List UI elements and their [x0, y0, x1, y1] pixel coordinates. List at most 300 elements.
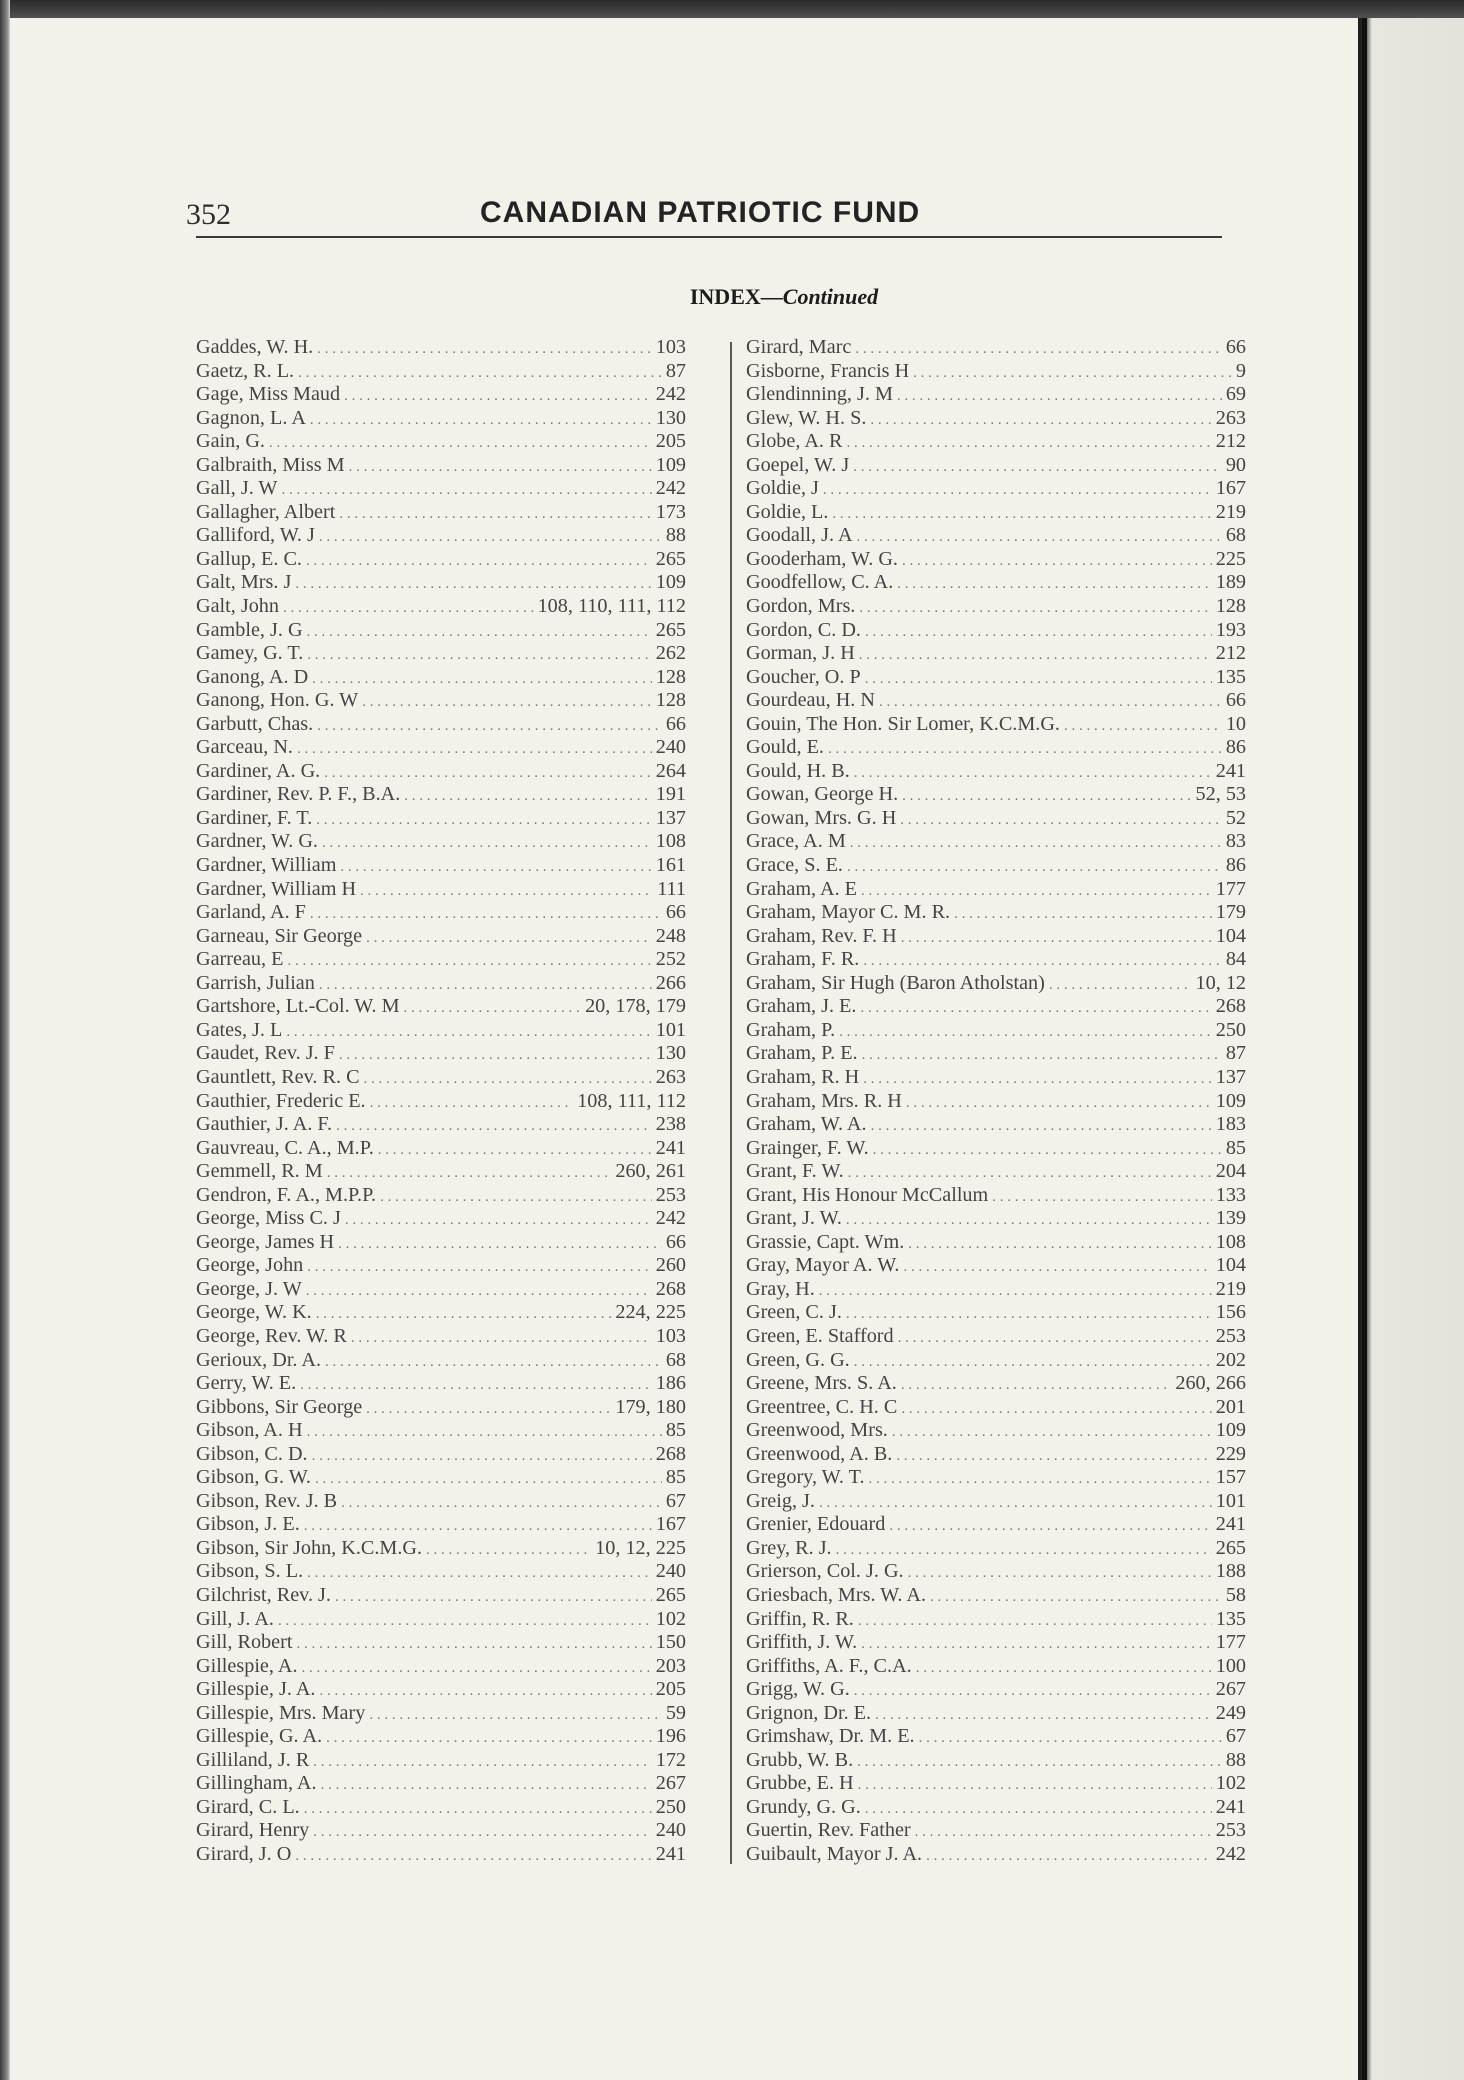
dot-leader [1049, 974, 1192, 998]
index-entry-pages: 102 [1215, 1772, 1246, 1795]
index-entry [196, 1207, 686, 1231]
index-entry [746, 1725, 1246, 1749]
index-entry-name: Gauntlett, Rev. R. C [196, 1065, 360, 1088]
dot-leader [360, 880, 653, 904]
dot-leader [930, 1586, 1222, 1610]
index-entry [746, 642, 1246, 666]
index-heading-main: INDEX— [689, 284, 783, 309]
dot-leader [322, 832, 652, 856]
dot-leader [897, 385, 1222, 409]
index-entry-pages: 104 [1215, 1254, 1246, 1277]
index-entry-pages: 173 [655, 500, 686, 523]
index-entry-pages: 202 [1215, 1348, 1246, 1371]
index-entry-name: Girard, C. L. [196, 1795, 300, 1818]
index-entry-pages: 229 [1215, 1442, 1246, 1465]
index-heading [10, 284, 1358, 310]
index-entry [746, 1325, 1246, 1349]
dot-leader [859, 597, 1211, 621]
index-entry-name: Gauvreau, C. A., M.P. [196, 1136, 374, 1159]
index-entry [196, 1678, 686, 1702]
index-entry-pages: 268 [655, 1442, 686, 1465]
index-entry-pages: 10, 12, 225 [595, 1536, 686, 1559]
dot-leader [307, 621, 652, 645]
index-entry [196, 1090, 686, 1114]
index-entry-name: Garrish, Julian [196, 971, 315, 994]
index-entry [746, 524, 1246, 548]
index-entry [196, 1513, 686, 1537]
index-entry-pages: 66 [665, 1230, 686, 1253]
dot-leader [855, 338, 1221, 362]
index-entry-name: Gall, J. W [196, 477, 278, 500]
dot-leader [1064, 715, 1222, 739]
index-entry-name: Graham, Mrs. R. H [746, 1089, 902, 1112]
index-entry [746, 807, 1246, 831]
index-entry-name: Grignon, Dr. E. [746, 1701, 872, 1724]
index-entry [196, 666, 686, 690]
index-entry [746, 713, 1246, 737]
index-entry-name: Gillespie, A. [196, 1654, 298, 1677]
index-entry-pages: 104 [1215, 924, 1246, 947]
dot-leader [286, 1021, 651, 1045]
index-entry-pages: 103 [655, 336, 686, 358]
dot-leader [850, 832, 1222, 856]
index-entry-name: Gould, E. [746, 736, 824, 759]
index-entry [196, 783, 686, 807]
dot-leader [364, 1068, 652, 1092]
dot-leader [854, 1351, 1212, 1375]
index-entry [196, 1231, 686, 1255]
index-entry-pages: 58 [1225, 1583, 1246, 1606]
index-entry-pages: 9 [1235, 359, 1246, 382]
index-entry-pages: 219 [1215, 1277, 1246, 1300]
index-entry-pages: 83 [1225, 830, 1246, 853]
dot-leader [316, 809, 651, 833]
index-entry-pages: 100 [1215, 1654, 1246, 1677]
index-entry [746, 1655, 1246, 1679]
index-entry-name: Guertin, Rev. Father [746, 1819, 911, 1842]
dot-leader [858, 1610, 1212, 1634]
index-entry [746, 689, 1246, 713]
dot-leader [916, 1657, 1212, 1681]
index-entry-name: Gallagher, Albert [196, 500, 336, 523]
index-entry-pages: 250 [655, 1795, 686, 1818]
dot-leader [906, 1092, 1212, 1116]
index-entry-name: Galt, John [196, 595, 279, 618]
dot-leader [310, 903, 662, 927]
index-entry-pages: 66 [1225, 336, 1246, 358]
index-entry-pages: 128 [655, 665, 686, 688]
index-entry-name: Gartshore, Lt.-Col. W. M [196, 995, 400, 1018]
index-entry [196, 1655, 686, 1679]
index-entry [196, 830, 686, 854]
dot-leader [839, 1021, 1212, 1045]
index-entry [196, 1443, 686, 1467]
dot-leader [306, 550, 652, 574]
scan-top-shadow [0, 0, 1464, 20]
index-entry-pages: 59 [665, 1701, 686, 1724]
dot-leader [336, 1115, 652, 1139]
dot-leader [317, 338, 652, 362]
index-entry-pages: 137 [655, 806, 686, 829]
index-entry-name: Gardner, William [196, 854, 337, 877]
index-entry [196, 1490, 686, 1514]
index-entry-name: Graham, P. E. [746, 1042, 858, 1065]
index-entry-name: Gowan, Mrs. G. H [746, 806, 897, 829]
index-entry-pages: 157 [1215, 1466, 1246, 1489]
index-entry-pages: 139 [1215, 1207, 1246, 1230]
index-entry [746, 1207, 1246, 1231]
index-entry-pages: 267 [1215, 1678, 1246, 1701]
index-entry-name: Grant, His Honour McCallum [746, 1183, 989, 1206]
index-entry [196, 1184, 686, 1208]
dot-leader [901, 1398, 1211, 1422]
book-spine-shadow [0, 0, 10, 2080]
index-entry [746, 1419, 1246, 1443]
dot-leader [339, 503, 651, 527]
index-entry [196, 360, 686, 384]
dot-leader [865, 621, 1212, 645]
index-entry-name: Gibbons, Sir George [196, 1395, 363, 1418]
index-entry-name: Griffith, J. W. [746, 1631, 858, 1654]
index-entry-pages: 225 [1215, 547, 1246, 570]
index-entry [196, 1372, 686, 1396]
dot-leader [321, 1774, 652, 1798]
dot-leader [341, 1492, 662, 1516]
index-entry [746, 383, 1246, 407]
index-entry-pages: 87 [1225, 1042, 1246, 1065]
dot-leader [875, 1704, 1212, 1728]
index-entry-name: Graham, J. E. [746, 995, 857, 1018]
index-entry [746, 336, 1246, 360]
index-entry-name: Griffiths, A. F., C.A. [746, 1654, 912, 1677]
index-entry-pages: 249 [1215, 1701, 1246, 1724]
index-entry [746, 1537, 1246, 1561]
dot-leader [312, 1445, 652, 1469]
index-entry-name: Gardiner, A. G. [196, 759, 321, 782]
dot-leader [854, 1680, 1212, 1704]
index-entry-pages: 260 [655, 1254, 686, 1277]
index-entry-name: Graham, Mayor C. M. R. [746, 901, 951, 924]
dot-leader [296, 1633, 651, 1657]
dot-leader [295, 573, 651, 597]
dot-leader [823, 479, 1212, 503]
index-entry-pages: 264 [655, 759, 686, 782]
dot-leader [869, 1468, 1212, 1492]
dot-leader [426, 1539, 591, 1563]
dot-leader [338, 1233, 662, 1257]
index-entry [196, 477, 686, 501]
dot-leader [295, 1845, 651, 1869]
index-entry-name: Gordon, C. D. [746, 618, 861, 641]
dot-leader [370, 1092, 574, 1116]
index-entry-pages: 193 [1215, 618, 1246, 641]
index-entry-name: Greenwood, Mrs. [746, 1419, 888, 1442]
index-entry [196, 1160, 686, 1184]
dot-leader [339, 1044, 652, 1068]
index-entry [196, 1019, 686, 1043]
index-entry [746, 1301, 1246, 1325]
index-entry-pages: 201 [1215, 1395, 1246, 1418]
index-entry-pages: 224, 225 [615, 1301, 686, 1324]
index-entry-pages: 250 [1215, 1018, 1246, 1041]
index-entry-name: Griesbach, Mrs. W. A. [746, 1583, 926, 1606]
column-divider [730, 342, 732, 1864]
index-entry-name: George, J. W [196, 1277, 302, 1300]
index-entry-name: Gardiner, Rev. P. F., B.A. [196, 783, 401, 806]
dot-leader [861, 880, 1212, 904]
dot-leader [317, 715, 662, 739]
dot-leader [335, 1586, 652, 1610]
index-entry-name: Gibson, C. D. [196, 1442, 308, 1465]
index-entry-pages: 150 [655, 1631, 686, 1654]
dot-leader [362, 691, 651, 715]
index-entry-pages: 252 [655, 948, 686, 971]
index-entry [746, 1042, 1246, 1066]
dot-leader [908, 1233, 1211, 1257]
index-entry-pages: 101 [1215, 1489, 1246, 1512]
index-entry-pages: 191 [655, 783, 686, 806]
index-entry-name: Gibson, A. H [196, 1419, 303, 1442]
index-entry-name: Green, G. G. [746, 1348, 850, 1371]
index-entry-pages: 240 [655, 736, 686, 759]
index-entry [196, 1725, 686, 1749]
index-entry-name: Gage, Miss Maud [196, 383, 341, 406]
index-entry-name: George, W. K. [196, 1301, 312, 1324]
index-entry-name: Gillespie, J. A. [196, 1678, 316, 1701]
index-entry [746, 1513, 1246, 1537]
dot-leader [278, 1610, 652, 1634]
dot-leader [863, 1068, 1211, 1092]
index-entry-pages: 85 [665, 1466, 686, 1489]
index-entry-pages: 241 [1215, 1795, 1246, 1818]
index-entry-name: Gamey, G. T. [196, 642, 304, 665]
index-entry [196, 689, 686, 713]
index-entry-pages: 253 [655, 1183, 686, 1206]
index-entry-pages: 68 [665, 1348, 686, 1371]
dot-leader [954, 903, 1212, 927]
index-entry-pages: 238 [655, 1113, 686, 1136]
page-gutter-line [1362, 18, 1367, 2080]
dot-leader [908, 1562, 1212, 1586]
dot-leader [302, 1657, 652, 1681]
index-entry [746, 1184, 1246, 1208]
index-entry [746, 360, 1246, 384]
index-entry [746, 1396, 1246, 1420]
dot-leader [313, 1751, 651, 1775]
dot-leader [404, 785, 651, 809]
index-entry-name: Gibson, Rev. J. B [196, 1489, 338, 1512]
index-entry-pages: 253 [1215, 1819, 1246, 1842]
index-entry-pages: 135 [1215, 1607, 1246, 1630]
index-entry-pages: 268 [655, 1277, 686, 1300]
dot-leader [283, 597, 534, 621]
index-entry-name: Grubbe, E. H [746, 1772, 854, 1795]
index-entry [746, 995, 1246, 1019]
index-entry-name: Gaetz, R. L. [196, 359, 295, 382]
index-entry-pages: 268 [1215, 995, 1246, 1018]
index-entry [196, 948, 686, 972]
dot-leader [306, 1280, 652, 1304]
index-entry [196, 878, 686, 902]
index-entry-name: Garbutt, Chas. [196, 712, 314, 735]
index-entry [746, 1608, 1246, 1632]
dot-leader [366, 927, 652, 951]
index-entry-name: Gill, Robert [196, 1631, 293, 1654]
index-entry-pages: 111 [657, 877, 686, 900]
index-entry-name: Ganong, Hon. G. W [196, 689, 359, 712]
dot-leader [897, 573, 1211, 597]
index-entry-pages: 203 [655, 1654, 686, 1677]
index-entry-name: Goodall, J. A [746, 524, 853, 547]
dot-leader [312, 668, 652, 692]
index-entry [746, 1349, 1246, 1373]
index-entry [196, 1749, 686, 1773]
dot-leader [889, 1515, 1211, 1539]
index-entry [746, 878, 1246, 902]
index-entry [746, 1560, 1246, 1584]
index-entry [196, 1254, 686, 1278]
index-entry-name: Gemmell, R. M [196, 1160, 323, 1183]
dot-leader [860, 997, 1211, 1021]
index-entry [196, 1466, 686, 1490]
index-entry-pages: 241 [655, 1843, 686, 1865]
dot-leader [926, 1845, 1212, 1869]
index-entry-pages: 102 [655, 1607, 686, 1630]
index-entry-pages: 128 [655, 689, 686, 712]
index-entry-pages: 52 [1225, 806, 1246, 829]
index-entry-name: Gerioux, Dr. A. [196, 1348, 322, 1371]
index-entry-pages: 265 [1215, 1536, 1246, 1559]
dot-leader [857, 1751, 1222, 1775]
index-entry-name: Grigg, W. G. [746, 1678, 850, 1701]
index-entry-pages: 266 [655, 971, 686, 994]
index-entry-name: Graham, P. [746, 1018, 836, 1041]
index-entry-pages: 242 [1215, 1843, 1246, 1865]
dot-leader [315, 1468, 662, 1492]
index-entry [746, 948, 1246, 972]
index-entry-pages: 103 [655, 1324, 686, 1347]
dot-leader [858, 1774, 1212, 1798]
index-entry-name: Grubb, W. B. [746, 1748, 854, 1771]
dot-leader [282, 479, 652, 503]
index-entry [746, 430, 1246, 454]
index-entry [746, 548, 1246, 572]
index-entry-name: Girard, J. O [196, 1843, 292, 1865]
index-entry-pages: 10, 12 [1195, 971, 1246, 994]
index-entry-name: Gould, H. B. [746, 759, 850, 782]
index-entry [196, 713, 686, 737]
index-entry-name: Gauthier, J. A. F. [196, 1113, 333, 1136]
index-entry-pages: 66 [665, 712, 686, 735]
index-entry-name: Garceau, N. [196, 736, 293, 759]
page-number: 352 [186, 198, 231, 231]
index-entry [196, 1631, 686, 1655]
dot-leader [327, 1162, 612, 1186]
index-entry-name: Garneau, Sir George [196, 924, 363, 947]
index-entry-pages: 179, 180 [615, 1395, 686, 1418]
index-entry [196, 760, 686, 784]
index-entry [746, 1678, 1246, 1702]
index-entry-pages: 265 [655, 618, 686, 641]
dot-leader [404, 997, 582, 1021]
index-entry-name: George, Miss C. J [196, 1207, 341, 1230]
index-entry-pages: 85 [1225, 1136, 1246, 1159]
index-entry [746, 1372, 1246, 1396]
index-entry [196, 1278, 686, 1302]
index-entry-pages: 205 [655, 430, 686, 453]
index-entry-name: Girard, Marc [746, 336, 852, 358]
index-entry-pages: 86 [1225, 736, 1246, 759]
index-entry [746, 1090, 1246, 1114]
index-entry [196, 1843, 686, 1867]
dot-leader [892, 1421, 1212, 1445]
index-entry-name: Gibson, S. L. [196, 1560, 304, 1583]
index-entry [746, 1019, 1246, 1043]
dot-leader [863, 950, 1221, 974]
index-entry-name: Gregory, W. T. [746, 1466, 865, 1489]
index-entry [196, 336, 686, 360]
dot-leader [307, 1421, 662, 1445]
index-entry [746, 595, 1246, 619]
index-entry-pages: 177 [1215, 1631, 1246, 1654]
index-entry-pages: 253 [1215, 1324, 1246, 1347]
index-entry [196, 1796, 686, 1820]
header-rule [196, 236, 1222, 238]
index-entry-pages: 265 [655, 547, 686, 570]
index-entry-pages: 101 [655, 1018, 686, 1041]
index-entry-pages: 135 [1215, 665, 1246, 688]
index-entry-name: Grenier, Edouard [746, 1513, 886, 1536]
index-entry-pages: 241 [1215, 759, 1246, 782]
dot-leader [298, 362, 662, 386]
index-entry [746, 783, 1246, 807]
dot-leader [345, 1209, 652, 1233]
index-entry-name: Greentree, C. H. C [746, 1395, 898, 1418]
index-entry-pages: 204 [1215, 1160, 1246, 1183]
index-entry-name: Gill, J. A. [196, 1607, 274, 1630]
index-entry-pages: 90 [1225, 453, 1246, 476]
index-entry [746, 477, 1246, 501]
index-entry-name: Garland, A. F [196, 901, 306, 924]
index-entry [196, 642, 686, 666]
index-entry [196, 1137, 686, 1161]
index-entry [746, 501, 1246, 525]
index-entry-name: Gouin, The Hon. Sir Lomer, K.C.M.G. [746, 712, 1060, 735]
dot-leader [902, 785, 1191, 809]
dot-leader [324, 762, 652, 786]
dot-leader [287, 950, 651, 974]
dot-leader [865, 668, 1212, 692]
index-entry [196, 619, 686, 643]
index-entry [746, 736, 1246, 760]
index-entry-pages: 263 [1215, 406, 1246, 429]
index-entry [196, 548, 686, 572]
index-entry [746, 1113, 1246, 1137]
dot-leader [304, 1798, 652, 1822]
index-entry-name: Grierson, Col. J. G. [746, 1560, 904, 1583]
index-entry [196, 1042, 686, 1066]
index-entry-name: George, John [196, 1254, 304, 1277]
index-entry-name: Galliford, W. J [196, 524, 315, 547]
index-entry-name: Grimshaw, Dr. M. E. [746, 1725, 915, 1748]
index-entry-pages: 262 [655, 642, 686, 665]
index-entry-name: Goodfellow, C. A. [746, 571, 894, 594]
index-entry-pages: 128 [1215, 595, 1246, 618]
index-entry-pages: 189 [1215, 571, 1246, 594]
index-entry [196, 595, 686, 619]
index-entry [746, 830, 1246, 854]
dot-leader [859, 644, 1212, 668]
